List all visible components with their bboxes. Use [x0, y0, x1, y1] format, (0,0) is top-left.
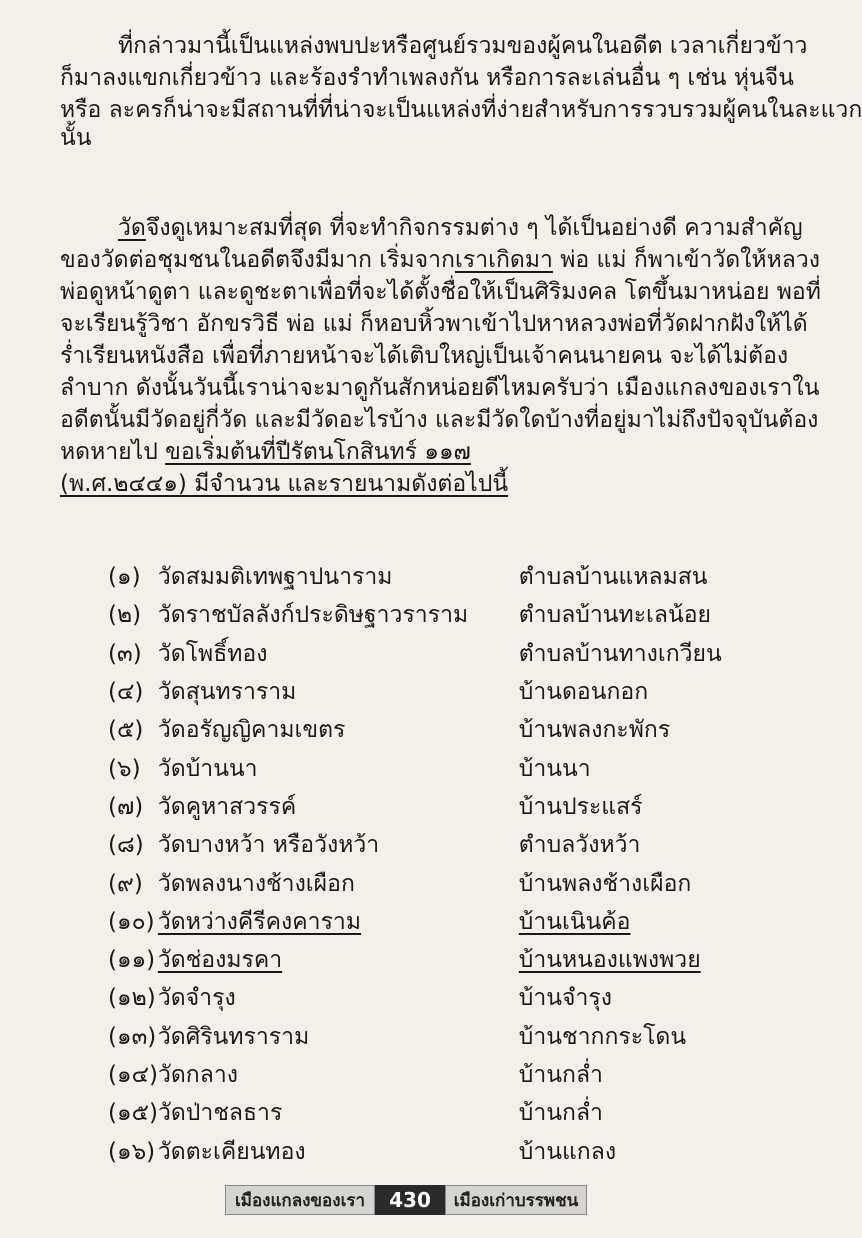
page-footer	[225, 1185, 587, 1215]
temple-number: (๒)	[108, 602, 142, 629]
temple-name: วัดป่าชลธาร	[157, 1100, 283, 1127]
temple-number: (๑๑)	[108, 947, 156, 974]
temple-list	[108, 558, 768, 1171]
temple-name: วัดศิรินทราราม	[157, 1023, 310, 1050]
temple-row	[108, 1132, 768, 1170]
temple-name: วัดโพธิ์ทอง	[157, 640, 268, 667]
text-line: ลำบาก ดังนั้นวันนี้เราน่าจะมาดูกันสักหน่อยดีไหมครับว่า เมืองแกลงของเราใน	[60, 375, 820, 401]
paragraph-intro	[60, 30, 862, 151]
temple-number: (๔)	[108, 679, 144, 706]
temple-row	[108, 558, 768, 596]
temple-row	[108, 826, 768, 864]
footer-chapter-title: เมืองเก่าบรรพชน	[445, 1185, 587, 1215]
footer-book-title: เมืองแกลงของเรา	[225, 1185, 375, 1215]
text-line: หดหายไป ขอเริ่มต้นที่ปีรัตนโกสินทร์ ๑๑๗	[60, 439, 471, 465]
temple-name: วัดจำรุง	[157, 985, 236, 1012]
temple-number: (๑๐)	[108, 908, 155, 935]
paragraph-temples	[60, 212, 821, 500]
temple-row	[108, 635, 768, 673]
temple-location: บ้านดอนกอก	[518, 679, 649, 706]
temple-number: (๓)	[108, 640, 142, 667]
text-line: ที่กล่าวมานี้เป็นแหล่งพบปะหรือศูนย์รวมของผู้คนในอดีต เวลาเกี่ยวข้าว	[118, 33, 808, 59]
temple-location: บ้านจำรุง	[518, 985, 612, 1012]
temple-number: (๘)	[108, 832, 144, 859]
temple-location: บ้านนา	[518, 755, 591, 782]
temple-number: (๑๔)	[108, 1062, 158, 1088]
text-line: ก็มาลงแขกเกี่ยวข้าว และร้องรำทำเพลงกัน หรือการละเล่นอื่น ๆ เช่น หุ่นจีน	[60, 65, 794, 91]
temple-location: บ้านเนินค้อ	[518, 908, 631, 935]
temple-location: บ้านพลงช้างเผือก	[518, 870, 692, 897]
text-line: วัดจึงดูเหมาะสมที่สุด ที่จะทำกิจกรรมต่าง ๆ ได้เป็นอย่างดี ความสำคัญ	[118, 215, 803, 241]
text-line: ร่ำเรียนหนังสือ เพื่อที่ภายหน้าจะได้เติบใหญ่เป็นเจ้าคนนายคน จะได้ไม่ต้อง	[60, 343, 789, 369]
temple-name: วัดกลาง	[157, 1062, 238, 1088]
temple-location: บ้านกล่ำ	[518, 1100, 603, 1127]
temple-location: บ้านพลงกะพักร	[518, 717, 671, 744]
temple-name: วัดอรัญญิคามเขตร	[157, 717, 346, 744]
temple-location: บ้านหนองแพงพวย	[518, 947, 701, 974]
text-line: จะเรียนรู้วิชา อักขรวิธี พ่อ แม่ ก็หอบหิ้วพาเข้าไปหาหลวงพ่อที่วัดฝากฝังให้ได้	[60, 311, 808, 337]
text-line: อดีตนั้นมีวัดอยู่กี่วัด และมีวัดอะไรบ้าง และมีวัดใดบ้างที่อยู่มาไม่ถึงปัจจุบันต้อง	[60, 407, 819, 433]
temple-location: บ้านแกลง	[518, 1138, 617, 1165]
temple-number: (๕)	[108, 717, 144, 744]
text-line: นั้น	[60, 125, 92, 151]
text-line: ของวัดต่อชุมชนในอดีตจึงมีมาก เริ่มจากเราเกิดมา พ่อ แม่ ก็พาเข้าวัดให้หลวง	[60, 247, 820, 273]
temple-number: (๑)	[108, 564, 141, 591]
text-line: หรือ ละครก็น่าจะมีสถานที่ที่น่าจะเป็นแหล่งที่ง่ายสำหรับการรวบรวมผู้คนในละแวก	[60, 97, 862, 123]
temple-row	[108, 749, 768, 787]
temple-name: วัดสมมติเทพฐาปนาราม	[157, 564, 393, 591]
text-line: พ่อดูหน้าดูตา และดูชะตาเพื่อที่จะได้ตั้งชื่อให้เป็นศิริมงคล โตขึ้นมาหน่อย พอที่	[60, 279, 821, 305]
underlined-phrase: ขอเริ่มต้นที่ปีรัตนโกสินทร์ ๑๑๗	[165, 439, 471, 465]
temple-name: วัดบางหว้า หรือวังหว้า	[157, 832, 380, 859]
temple-row	[108, 864, 768, 902]
temple-row	[108, 979, 768, 1017]
temple-location: ตำบลวังหว้า	[518, 832, 641, 859]
temple-location: ตำบลบ้านทะเลน้อย	[518, 602, 712, 629]
temple-row	[108, 711, 768, 749]
temple-name: วัดพลงนางช้างเผือก	[157, 870, 355, 897]
temple-number: (๗)	[108, 793, 144, 820]
temple-number: (๑๖)	[108, 1138, 156, 1165]
temple-row	[108, 673, 768, 711]
temple-location: บ้านกล่ำ	[518, 1062, 603, 1088]
temple-row	[108, 903, 768, 941]
temple-name: วัดบ้านนา	[157, 755, 258, 782]
temple-number: (๙)	[108, 870, 143, 897]
temple-number: (๑๒)	[108, 985, 156, 1012]
temple-location: ตำบลบ้านแหลมสน	[518, 564, 708, 591]
temple-number: (๑๓)	[108, 1023, 157, 1050]
temple-number: (๖)	[108, 755, 141, 782]
temple-name: วัดคูหาสวรรค์	[157, 793, 297, 820]
temple-row	[108, 1056, 768, 1094]
temple-name: วัดหว่างคีรีคงคาราม	[157, 908, 362, 935]
temple-location: บ้านชากกระโดน	[518, 1023, 687, 1050]
temple-name: วัดสุนทราราม	[157, 679, 297, 706]
temple-row	[108, 596, 768, 634]
text-line	[60, 468, 780, 500]
temple-name: วัดตะเคียนทอง	[157, 1138, 306, 1165]
underlined-phrase: เราเกิดมา	[455, 247, 553, 273]
temple-row	[108, 788, 768, 826]
temple-row	[108, 1018, 768, 1056]
underlined-word: วัด	[118, 215, 146, 241]
temple-name: วัดราชบัลลังก์ประดิษฐาวราราม	[157, 602, 469, 629]
temple-row	[108, 941, 768, 979]
page-number: 430	[375, 1185, 445, 1215]
temple-name: วัดช่องมรคา	[157, 947, 283, 974]
underlined-phrase: (พ.ศ.๒๔๔๑) มีจำนวน และรายนามดังต่อไปนี้	[60, 471, 509, 497]
temple-number: (๑๕)	[108, 1100, 158, 1127]
temple-location: ตำบลบ้านทางเกวียน	[518, 640, 722, 667]
temple-location: บ้านประแสร์	[518, 793, 643, 820]
temple-row	[108, 1094, 768, 1132]
